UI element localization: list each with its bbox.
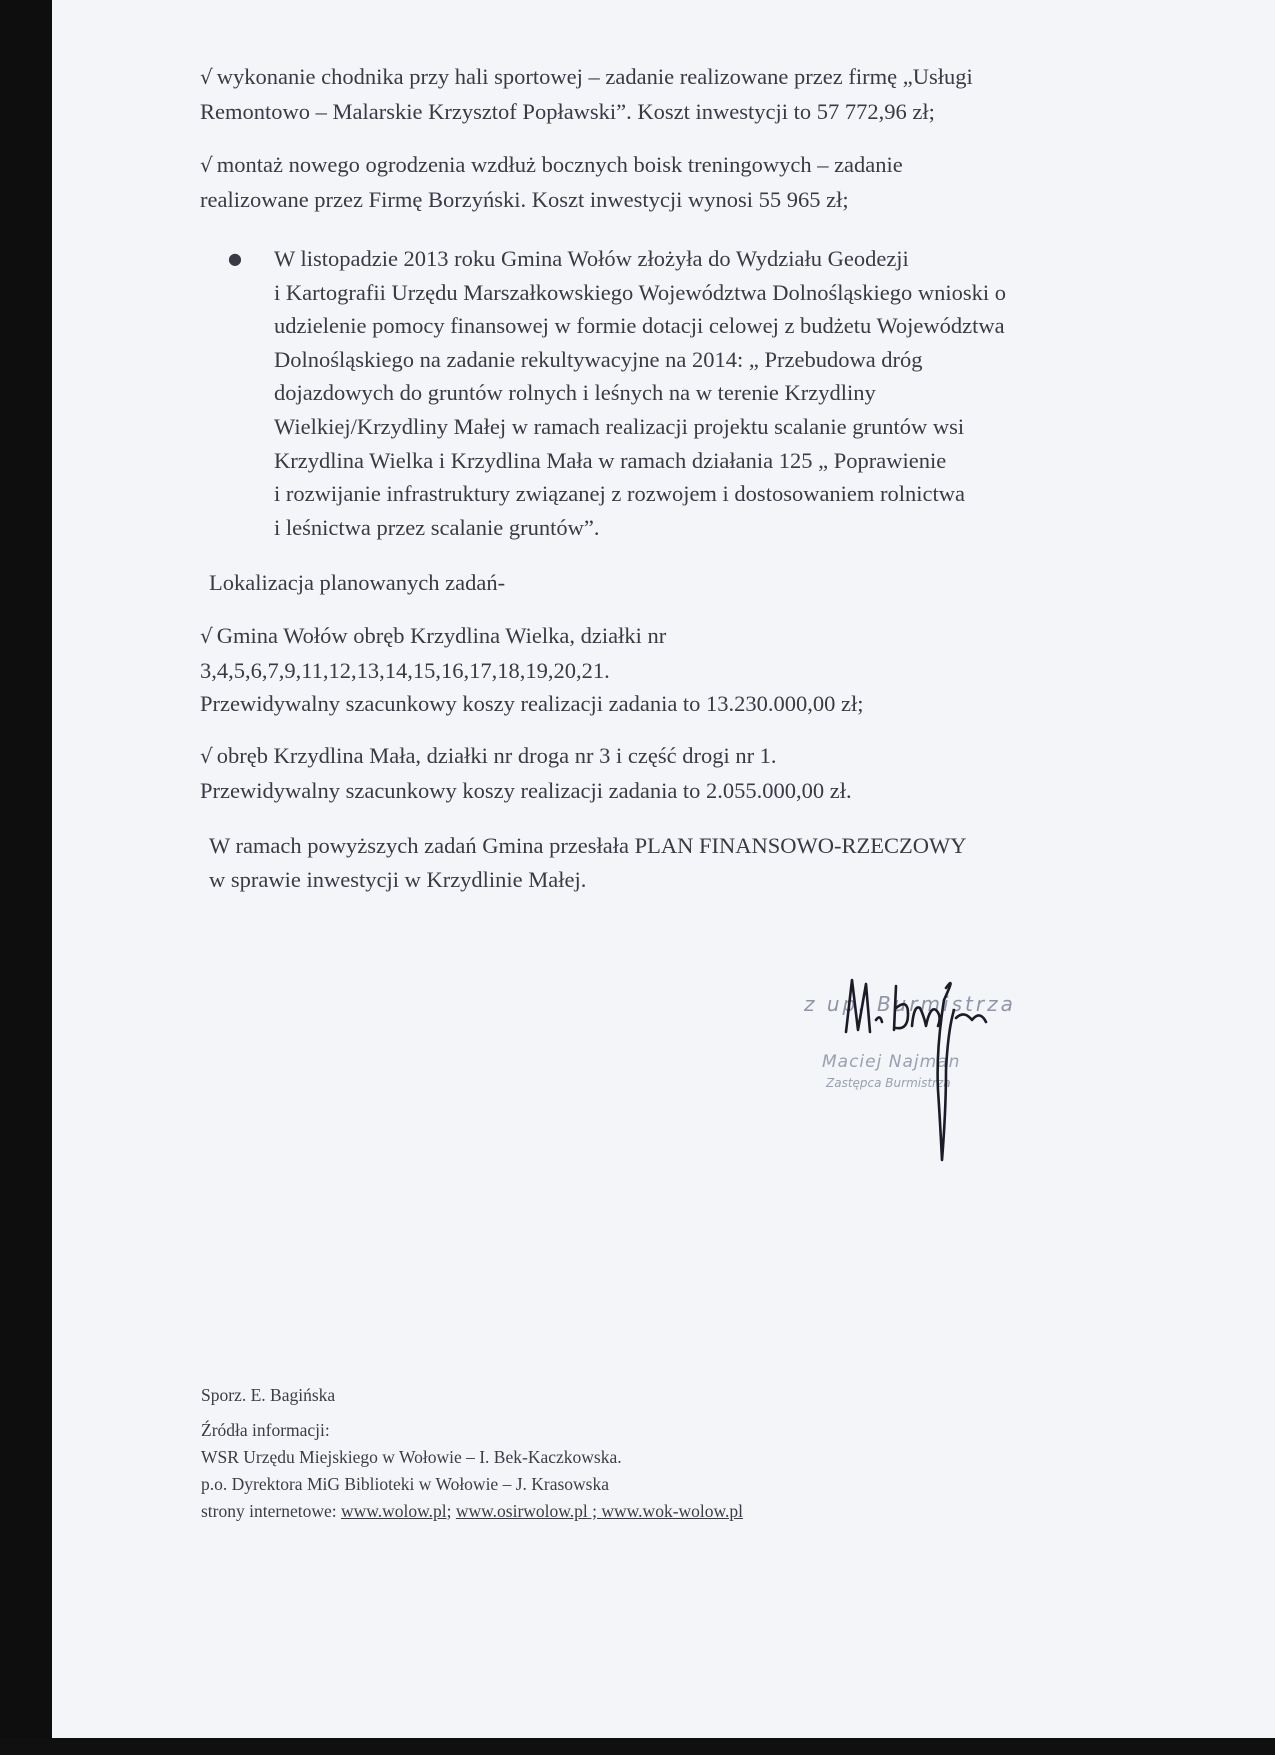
check-mark-icon: √ [200, 744, 213, 768]
bullet-line: udzielenie pomocy finansowej w formie dotacji celowej z budżetu Województwa [274, 313, 1005, 339]
item-line: wykonanie chodnika przy hali sportowej – zadanie realizowane przez firmę „Usługi [216, 64, 973, 89]
footer-sources [201, 1382, 743, 1525]
bullet-line: i Kartografii Urzędu Marszałkowskiego Województwa Dolnośląskiego wnioski o [274, 279, 1006, 305]
location-line: obręb Krzydlina Mała, działki nr droga nr 3 i część drogi nr 1. [216, 743, 777, 768]
location-line: 3,4,5,6,7,9,11,12,13,14,15,16,17,18,19,20,21. [200, 657, 610, 683]
closing-line: W ramach powyższych zadań Gmina przesłała PLAN FINANSOWO-RZECZOWY [209, 833, 967, 858]
item-line: realizowane przez Firmę Borzyński. Koszt inwestycji wynosi 55 965 zł; [200, 186, 849, 212]
source-line: WSR Urzędu Miejskiego w Wołowie – I. Bek-Kaczkowska. [201, 1447, 622, 1467]
source-line: p.o. Dyrektora MiG Biblioteki w Wołowie – J. Krasowska [201, 1474, 610, 1494]
stamp-title: Zastępca Burmistrza [826, 1076, 951, 1090]
stamp-authority: z up. Burmistrza [804, 992, 1016, 1016]
heading-text: Lokalizacja planowanych zadań- [209, 570, 506, 595]
bullet-line: dojazdowych do gruntów rolnych i leśnych na w terenie Krzydliny [274, 380, 876, 406]
bullet-line: i rozwijanie infrastruktury związanej z rozwojem i dostosowaniem rolnictwa [274, 481, 966, 507]
closing-line: w sprawie inwestycji w Krzydlinie Małej. [209, 866, 587, 892]
websites-line [201, 1498, 743, 1525]
link-osirwolow[interactable]: www.osirwolow.pl [455, 1501, 588, 1521]
scan-left-edge [0, 0, 52, 1755]
bullet-line: i leśnictwa przez scalanie gruntów”. [274, 514, 600, 540]
prepared-by: Sporz. E. Bagińska [201, 1385, 336, 1405]
location-line: Gmina Wołów obręb Krzydlina Wielka, działki nr [216, 623, 667, 648]
check-mark-icon: √ [200, 153, 213, 177]
bullet-line: Wielkiej/Krzydliny Małej w ramach realizacji projektu scalanie gruntów wsi [274, 413, 965, 439]
item-line: montaż nowego ogrodzenia wzdłuż bocznych boisk treningowych – zadanie [216, 152, 903, 177]
bullet-line: W listopadzie 2013 roku Gmina Wołów złożyła do Wydziału Geodezji [274, 246, 909, 271]
locations-heading [209, 566, 1149, 600]
location-line: Przewidywalny szacunkowy koszy realizacji zadania to 2.055.000,00 zł. [200, 777, 852, 803]
location-krzydlina-mala [200, 739, 1140, 807]
check-mark-icon: √ [200, 65, 213, 89]
separator: ; [446, 1501, 456, 1521]
scan-bottom-edge [0, 1738, 1275, 1755]
closing-paragraph [209, 829, 1149, 896]
stamp-name: Maciej Najman [822, 1052, 961, 1072]
bullet-line: Dolnośląskiego na zadanie rekultywacyjne na 2014: „ Przebudowa dróg [274, 346, 923, 372]
sources-label: Źródła informacji: [201, 1420, 330, 1440]
separator: ; [587, 1501, 602, 1521]
signature-block [796, 970, 1046, 1180]
link-wolow[interactable]: www.wolow.pl [340, 1501, 447, 1521]
bullet-icon: ● [228, 249, 242, 268]
item-line: Remontowo – Malarskie Krzysztof Popławski”. Koszt inwestycji to 57 772,96 zł; [200, 98, 935, 124]
bullet-paragraph [228, 242, 1134, 544]
handwritten-signature [796, 970, 1046, 1180]
location-line: Przewidywalny szacunkowy koszy realizacji zadania to 13.230.000,00 zł; [200, 691, 864, 716]
check-item-fence [200, 148, 1140, 216]
check-mark-icon: √ [200, 624, 213, 648]
location-krzydlina-wielka [200, 619, 1140, 721]
websites-label: strony internetowe: [201, 1501, 341, 1521]
bullet-line: Krzydlina Wielka i Krzydlina Mała w ramach działania 125 „ Poprawienie [274, 447, 947, 473]
check-item-sidewalk [200, 60, 1140, 128]
link-wok-wolow[interactable]: www.wok-wolow.pl [601, 1501, 744, 1521]
bullet-text [274, 242, 1134, 544]
